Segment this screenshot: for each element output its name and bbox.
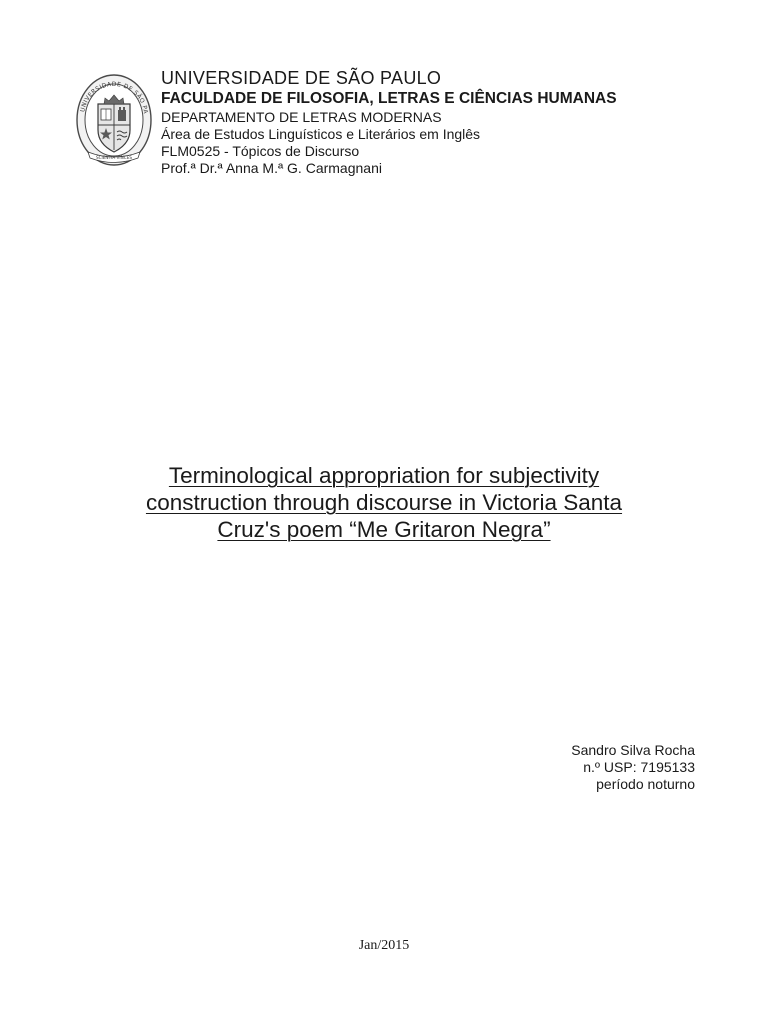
title-line-2: construction through discourse in Victoria Santa [145, 490, 623, 515]
author-name: Sandro Silva Rocha [571, 742, 695, 758]
university-name: UNIVERSIDADE DE SÃO PAULO [161, 68, 442, 88]
institution-header [161, 68, 721, 177]
study-area: Área de Estudos Linguísticos e Literários em Inglês [161, 126, 481, 142]
usp-number: n.º USP: 7195133 [583, 759, 695, 775]
course-name: FLM0525 - Tópicos de Discurso [161, 143, 360, 159]
faculty-name: FACULDADE DE FILOSOFIA, LETRAS E CIÊNCIAS HUMANAS [161, 90, 617, 107]
author-block [571, 742, 695, 793]
svg-text:SCIENTIA VINCES: SCIENTIA VINCES [95, 155, 133, 160]
professor-name: Prof.ª Dr.ª Anna M.ª G. Carmagnani [161, 160, 382, 176]
document-date: Jan/2015 [358, 938, 410, 953]
study-period: período noturno [596, 776, 695, 792]
document-title [84, 462, 684, 543]
svg-text:UNIVERSIDADE DE SÃO PAULO: UNIVERSIDADE DE SÃO PA [79, 80, 149, 115]
title-line-3: Cruz's poem “Me Gritaron Negra” [217, 517, 551, 542]
university-seal-icon [74, 70, 154, 168]
title-line-1: Terminological appropriation for subjectivity [168, 463, 600, 488]
department-name: DEPARTAMENTO DE LETRAS MODERNAS [161, 109, 442, 125]
